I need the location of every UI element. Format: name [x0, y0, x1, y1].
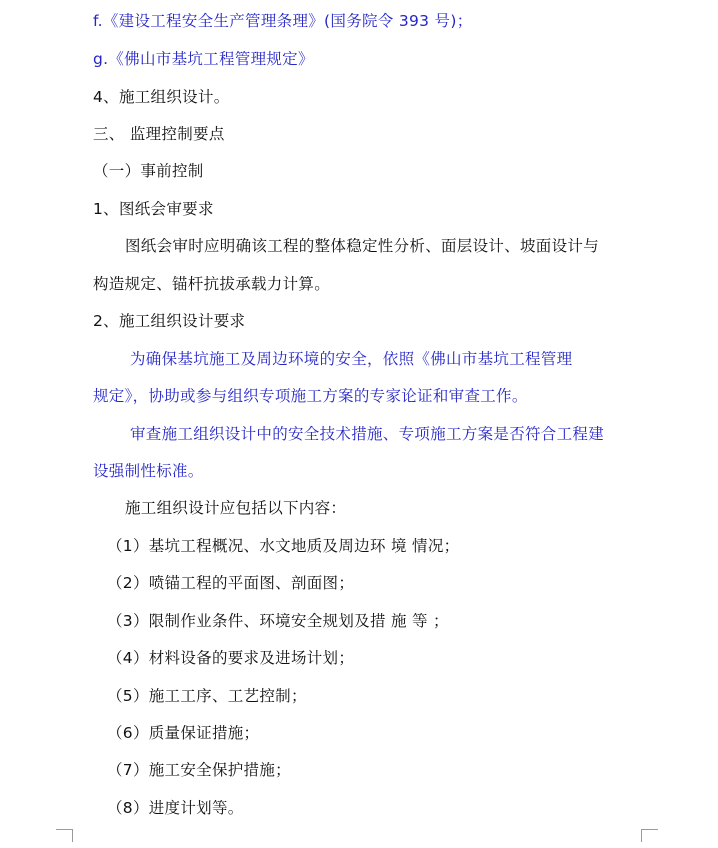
list-item: （7）施工安全保护措施； [107, 761, 291, 779]
paragraph-line: 规定》，协助或参与组织专项施工方案的专家论证和审查工作。 [93, 387, 528, 405]
subsection-heading-1: （一）事前控制 [93, 162, 204, 180]
list-item: （6）质量保证措施； [107, 724, 260, 742]
paragraph-line: 构造规定、锚杆抗拔承载力计算。 [93, 275, 331, 293]
list-item: （5）施工工序、工艺控制； [107, 687, 307, 705]
list-item: （3）限制作业条件、环境安全规划及措 施 等 ； [107, 612, 449, 630]
item-heading-2: 2、施工组织设计要求 [93, 312, 246, 330]
paragraph-line: 施工组织设计应包括以下内容： [125, 499, 347, 517]
list-item: （8）进度计划等。 [107, 799, 244, 817]
list-item: （4）材料设备的要求及进场计划； [107, 649, 355, 667]
paragraph-line: 为确保基坑施工及周边环境的安全，依照《佛山市基坑工程管理 [130, 350, 573, 368]
margin-corner-mark-left [56, 829, 73, 842]
paragraph-line: 设强制性标准。 [93, 462, 204, 480]
text-line-f: f.《建设工程安全生产管理条理》(国务院令 393 号)； [93, 12, 473, 30]
paragraph-line: 图纸会审时应明确该工程的整体稳定性分析、面层设计、坡面设计与 [125, 237, 600, 255]
list-item: （2）喷锚工程的平面图、剖面图； [107, 574, 355, 592]
text-line-item-4: 4、施工组织设计。 [93, 88, 230, 106]
item-heading-1: 1、图纸会审要求 [93, 200, 214, 218]
paragraph-line: 审查施工组织设计中的安全技术措施、专项施工方案是否符合工程建 [130, 425, 605, 443]
list-item: （1）基坑工程概况、水文地质及周边环 境 情况； [107, 537, 460, 555]
section-heading-3: 三、 监理控制要点 [93, 125, 225, 143]
text-line-g: g.《佛山市基坑工程管理规定》 [93, 50, 314, 68]
margin-corner-mark-right [641, 829, 658, 842]
